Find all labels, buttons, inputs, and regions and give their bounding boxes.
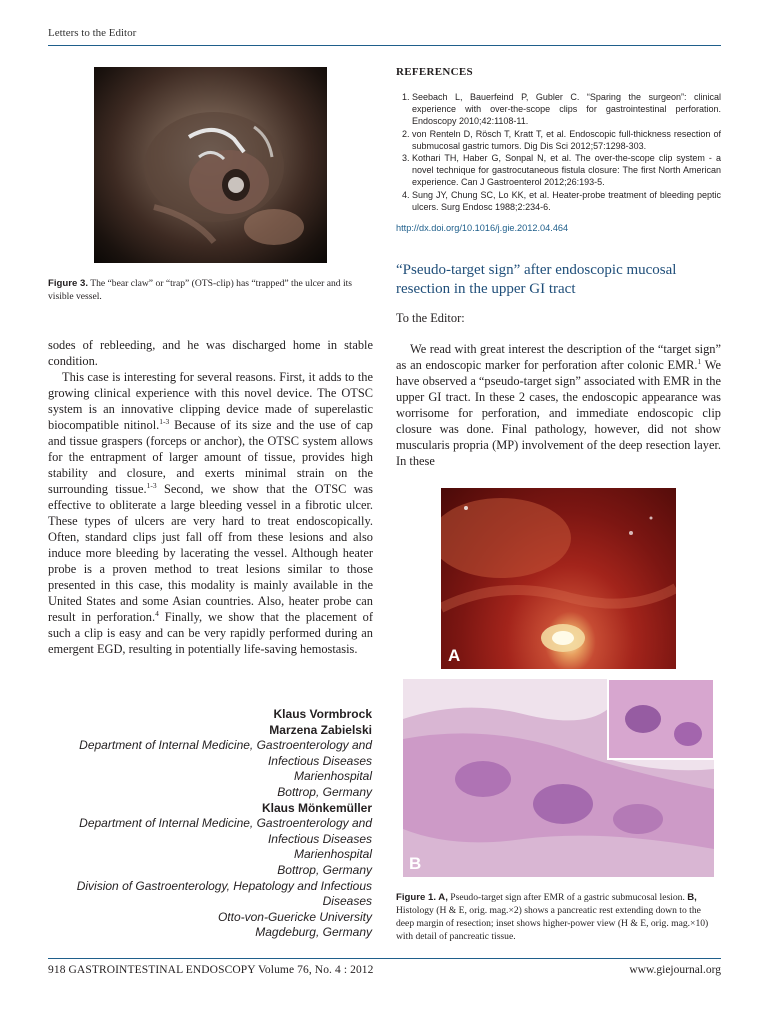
affiliation-line: Department of Internal Medicine, Gastroenterology and bbox=[79, 816, 372, 831]
figure-3-caption-text: The “bear claw” or “trap” (OTS-clip) has “trapped” the ulcer and its visible vessel. bbox=[48, 278, 353, 302]
figure-1-caption: Figure 1. A, Pseudo-target sign after EMR of a gastric submucosal lesion. B, Histology (H & E, orig. mag.×2) shows a pancreatic rest extending down to the deep margin of resection; inset shows higher-power view (H & E, orig. mag.×10) with detail of pancreatic tissue. bbox=[396, 892, 709, 942]
author-name: Marzena Zabielski bbox=[269, 722, 372, 737]
affiliation-line: Marienhospital bbox=[293, 847, 372, 862]
panel-label-a: A bbox=[448, 646, 461, 665]
reference-item: 4. Sung JY, Chung SC, Lo KK, et al. Heater-probe treatment of bleeding peptic ulcers. Surg Endosc 1988;2:234-6. bbox=[412, 189, 721, 213]
author-name: Klaus Mönkemüller bbox=[261, 800, 372, 815]
figure-3-caption bbox=[48, 277, 375, 303]
figure-1b-image bbox=[403, 679, 714, 877]
reference-item: 2. von Renteln D, Rösch T, Kratt T, et al. Endoscopic full-thickness resection of submucosal gastric tumors. Dig Dis Sci 2012;57:1298-303. bbox=[412, 128, 721, 152]
paragraph: sodes of rebleeding, and he was discharged home in stable condition. bbox=[48, 338, 373, 368]
right-column-text bbox=[396, 341, 721, 469]
affiliation-line: Bottrop, Germany bbox=[277, 862, 372, 877]
affiliation-line: Otto-von-Guericke University bbox=[217, 909, 372, 924]
affiliation-line: Infectious Diseases bbox=[267, 753, 372, 768]
footer-citation: 918 GASTROINTESTINAL ENDOSCOPY Volume 76, No. 4 : 2012 bbox=[48, 964, 374, 976]
affiliation-line: Division of Gastroenterology, Hepatology and Infectious bbox=[76, 878, 372, 893]
reference-item: 1. Seebach L, Bauerfeind P, Gubler C. “Sparing the surgeon”: clinical experience with over-the-scope clips for gastrointestinal perforation. Endoscopy 2010;42:1108-11. bbox=[412, 91, 721, 128]
figure-1-label: Figure 1. A, bbox=[396, 892, 448, 903]
left-column-text bbox=[48, 337, 373, 657]
footer-rule bbox=[48, 958, 721, 959]
figure-1-label-b: B, bbox=[687, 892, 697, 903]
footer-url[interactable]: www.giejournal.org bbox=[629, 964, 721, 976]
affiliation-line: Magdeburg, Germany bbox=[255, 925, 372, 940]
affiliation-line: Bottrop, Germany bbox=[277, 784, 372, 799]
doi-link[interactable]: http://dx.doi.org/10.1016/j.gie.2012.04.464 bbox=[396, 223, 569, 233]
author-signature-block bbox=[42, 707, 372, 941]
affiliation-line: Department of Internal Medicine, Gastroenterology and bbox=[79, 738, 372, 753]
references-heading: REFERENCES bbox=[396, 66, 473, 78]
panel-label-b: B bbox=[409, 854, 422, 873]
author-name: Klaus Vormbrock bbox=[273, 707, 372, 721]
paragraph: We read with great interest the description of the “target sign” as an endoscopic marker for perforation after colonic EMR.$^1$ We have observed a “pseudo-target sign” associated with EMR in the upper GI tract. In these 2 cases, the endoscopic appearance was worrisome for perforation, and immediate endoscopic clip closure was done. Final pathology, however, did not show muscularis propria (MP) involvement of the deep resection layer. In these bbox=[396, 342, 722, 468]
figure-3-label: Figure 3. bbox=[48, 278, 88, 289]
reference-item: 3. Kothari TH, Haber G, Sonpal N, et al. The over-the-scope clip system - a novel technique for gastrocutaneous fistula closure: The first North American experience. Can J Gastroenterol 2012;26:193-5. bbox=[412, 152, 721, 189]
figure-3-image bbox=[94, 67, 327, 263]
affiliation-line: Marienhospital bbox=[293, 769, 372, 784]
header-rule bbox=[48, 45, 721, 46]
figure-1a-image bbox=[441, 488, 676, 669]
article-title: “Pseudo-target sign” after endoscopic mucosal resection in the upper GI tract bbox=[396, 262, 677, 297]
references-list bbox=[396, 91, 721, 213]
affiliation-line: Diseases bbox=[322, 894, 372, 909]
running-head: Letters to the Editor bbox=[48, 27, 137, 39]
salutation: To the Editor: bbox=[396, 311, 465, 325]
paragraph: This case is interesting for several reasons. First, it adds to the growing clinical experience with this novel device. The OTSC system is an innovative clipping device made of superelastic biocompatible nitinol.$^{1-3}$ Because of its size and the use of cap and tissue graspers (forceps or anchor), the OTSC system allows for the entrapment of larger amount of tissue, provides high stability and closure, and exerts minimal strain on the surrounding tissue.$^{1-3}$ Second, we show that the OTSC was effective to obliterate a large bleeding vessel in a fibrotic ulcer. These types of ulcers are very hard to treat endoscopically. Often, standard clips just fall off from these lesions and also induce more bleeding by lacerating the vessel. Although heater probe is a proven method to treat lesions similar to those presented in this case, this modality is mainly available in the United States and some Asian countries. Also, heater probe can result in perforation.$^4$ Finally, we show that the placement of such a clip is easy and can be very rapidly performed during an emergent EGD, resulting in potentially life-saving hemostasis. bbox=[48, 370, 374, 656]
affiliation-line: Infectious Diseases bbox=[267, 831, 372, 846]
